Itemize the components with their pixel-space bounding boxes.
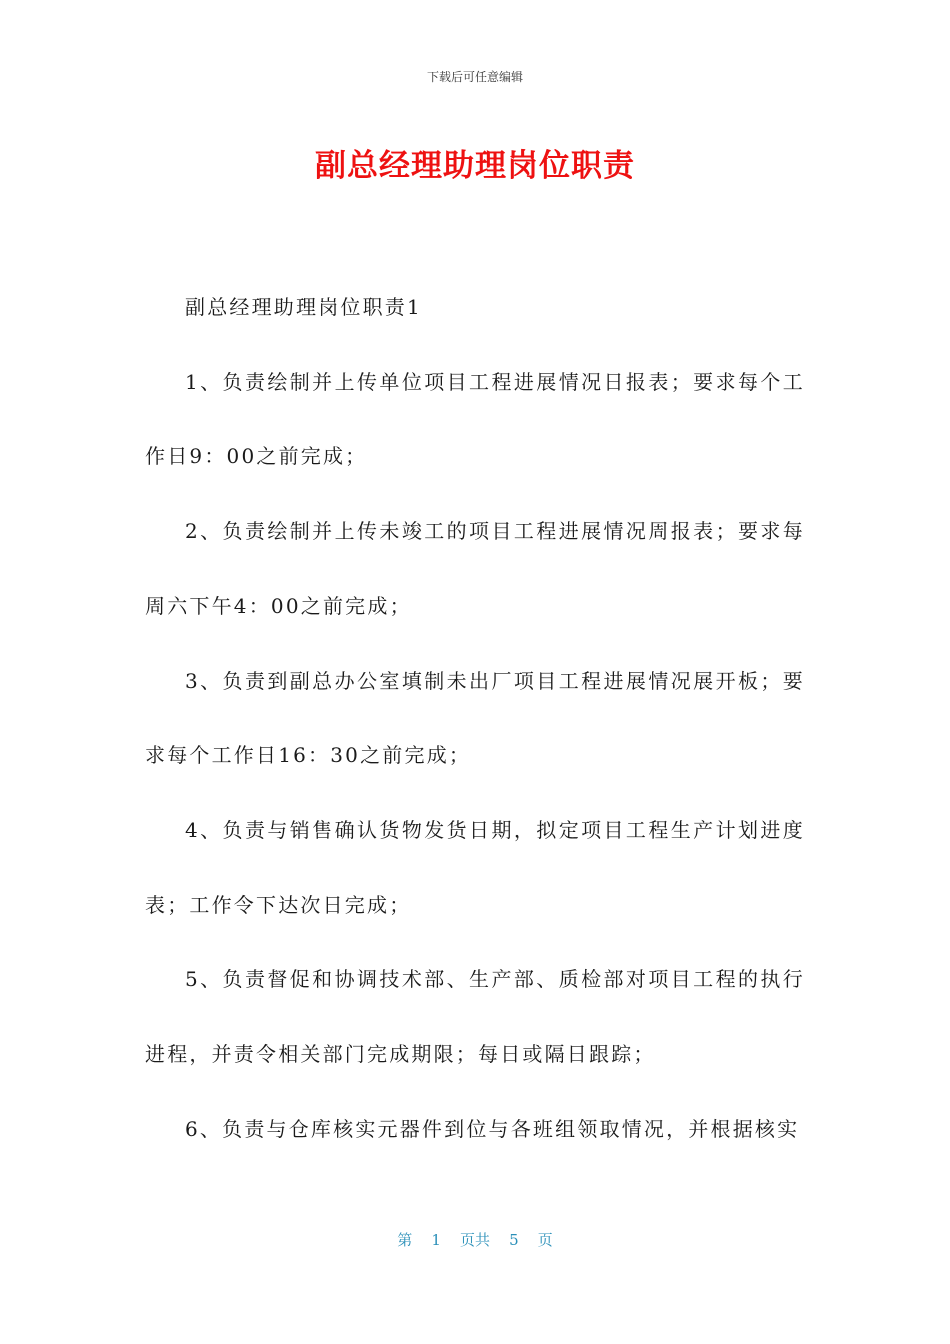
footer-page-prefix: 第 — [397, 1231, 413, 1249]
section-heading: 副总经理助理岗位职责1 — [185, 295, 422, 319]
duty-item-4: 4、负责与销售确认货物发货日期，拟定项目工程生产计划进度表；工作令下达次日完成； — [145, 817, 805, 917]
footer-page-number: 1 — [431, 1231, 441, 1249]
document-body — [145, 270, 805, 1166]
footer-page-suffix: 页 — [537, 1231, 553, 1249]
duty-item-1: 1、负责绘制并上传单位项目工程进展情况日报表；要求每个工作日9：00之前完成； — [145, 369, 805, 469]
page-footer — [0, 1229, 950, 1250]
duty-item-5: 5、负责督促和协调技术部、生产部、质检部对项目工程的执行进程，并责令相关部门完成期限；每日或隔日跟踪； — [145, 967, 805, 1067]
footer-page-total: 5 — [509, 1231, 519, 1249]
document-title: 副总经理助理岗位职责 — [315, 148, 635, 184]
header-note: 下载后可任意编辑 — [426, 70, 523, 84]
duty-item-2: 2、负责绘制并上传未竣工的项目工程进展情况周报表；要求每周六下午4：00之前完成； — [145, 519, 805, 618]
footer-page-middle: 页共 — [459, 1231, 490, 1249]
duty-item-6: 6、负责与仓库核实元器件到位与各班组领取情况，并根据核实 — [185, 1116, 800, 1141]
duty-item-3: 3、负责到副总办公室填制未出厂项目工程进展情况展开板；要求每个工作日16：30之前完成； — [145, 668, 805, 768]
